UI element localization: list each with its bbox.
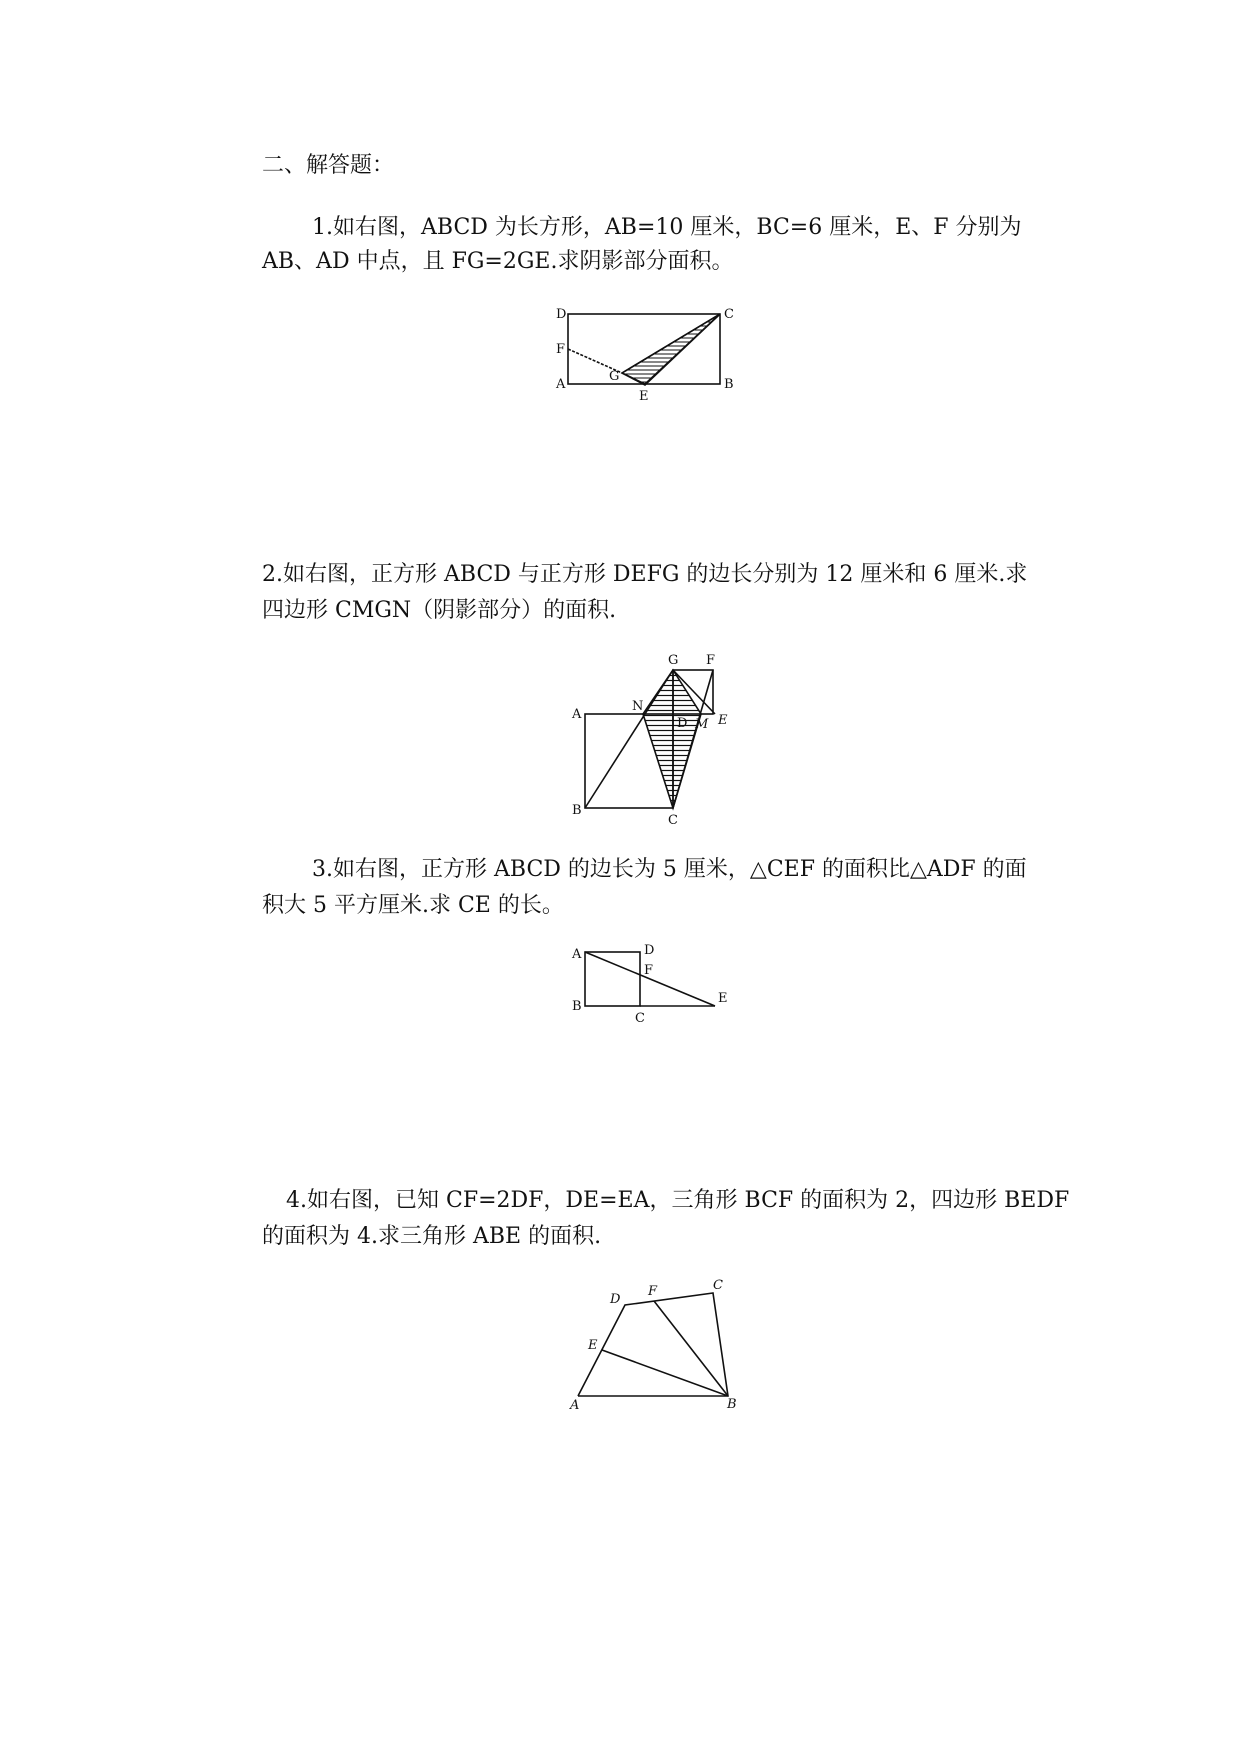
label-c: C — [668, 813, 678, 828]
label-d: D — [644, 943, 655, 958]
label-n: N — [632, 699, 644, 714]
label-d: D — [556, 307, 567, 322]
label-b: B — [727, 1397, 737, 1412]
problem-1-line-2: AB、AD 中点，且 FG=2GE.求阴影部分面积。 — [262, 249, 734, 274]
section-heading: 二、解答题： — [262, 153, 395, 178]
label-g: G — [668, 653, 679, 668]
problem-3-figure — [565, 940, 745, 1030]
segment-gc — [622, 314, 720, 373]
label-b: B — [724, 377, 734, 392]
label-e: E — [718, 991, 728, 1006]
problem-4-figure — [560, 1275, 760, 1415]
outline-abcd — [578, 1293, 728, 1396]
label-a: A — [556, 377, 566, 392]
problem-2-figure — [565, 648, 755, 828]
label-c: C — [713, 1278, 723, 1293]
label-e: E — [718, 713, 728, 728]
label-b: B — [572, 999, 582, 1014]
label-a: A — [570, 1398, 580, 1413]
label-f: F — [556, 342, 566, 357]
problem-4-line-1: 4.如右图，已知 CF=2DF，DE=EA，三角形 BCF 的面积为 2，四边形 BEDF — [286, 1188, 1070, 1213]
label-f: F — [706, 653, 716, 668]
label-f: F — [648, 1284, 658, 1299]
problem-2-line-2: 四边形 CMGN（阴影部分）的面积. — [262, 598, 617, 623]
label-m: M — [695, 717, 709, 732]
segment-ae — [585, 952, 715, 1006]
label-e: E — [639, 389, 649, 404]
label-f: F — [644, 963, 654, 978]
label-d: D — [677, 716, 688, 731]
problem-3-line-2: 积大 5 平方厘米.求 CE 的长。 — [262, 893, 564, 918]
label-d: D — [610, 1292, 621, 1307]
segment-ce — [645, 314, 720, 384]
problem-2-line-1: 2.如右图，正方形 ABCD 与正方形 DEFG 的边长分别为 12 厘米和 6 厘米.求 — [262, 562, 1028, 587]
shaded-region — [622, 314, 720, 385]
problem-3-line-1: 3.如右图，正方形 ABCD 的边长为 5 厘米，△CEF 的面积比△ADF 的面 — [312, 857, 1027, 882]
square-abcd — [585, 952, 640, 1006]
label-c: C — [635, 1011, 645, 1026]
problem-1-figure — [550, 300, 750, 410]
label-g: G — [609, 369, 620, 384]
label-c: C — [724, 307, 734, 322]
label-a: A — [572, 947, 582, 962]
problem-1-line-1: 1.如右图，ABCD 为长方形，AB=10 厘米，BC=6 厘米，E、F 分别为 — [312, 215, 1022, 240]
label-b: B — [572, 803, 582, 818]
label-e: E — [588, 1338, 598, 1353]
label-a: A — [572, 707, 582, 722]
problem-4-line-2: 的面积为 4.求三角形 ABE 的面积. — [262, 1224, 602, 1249]
